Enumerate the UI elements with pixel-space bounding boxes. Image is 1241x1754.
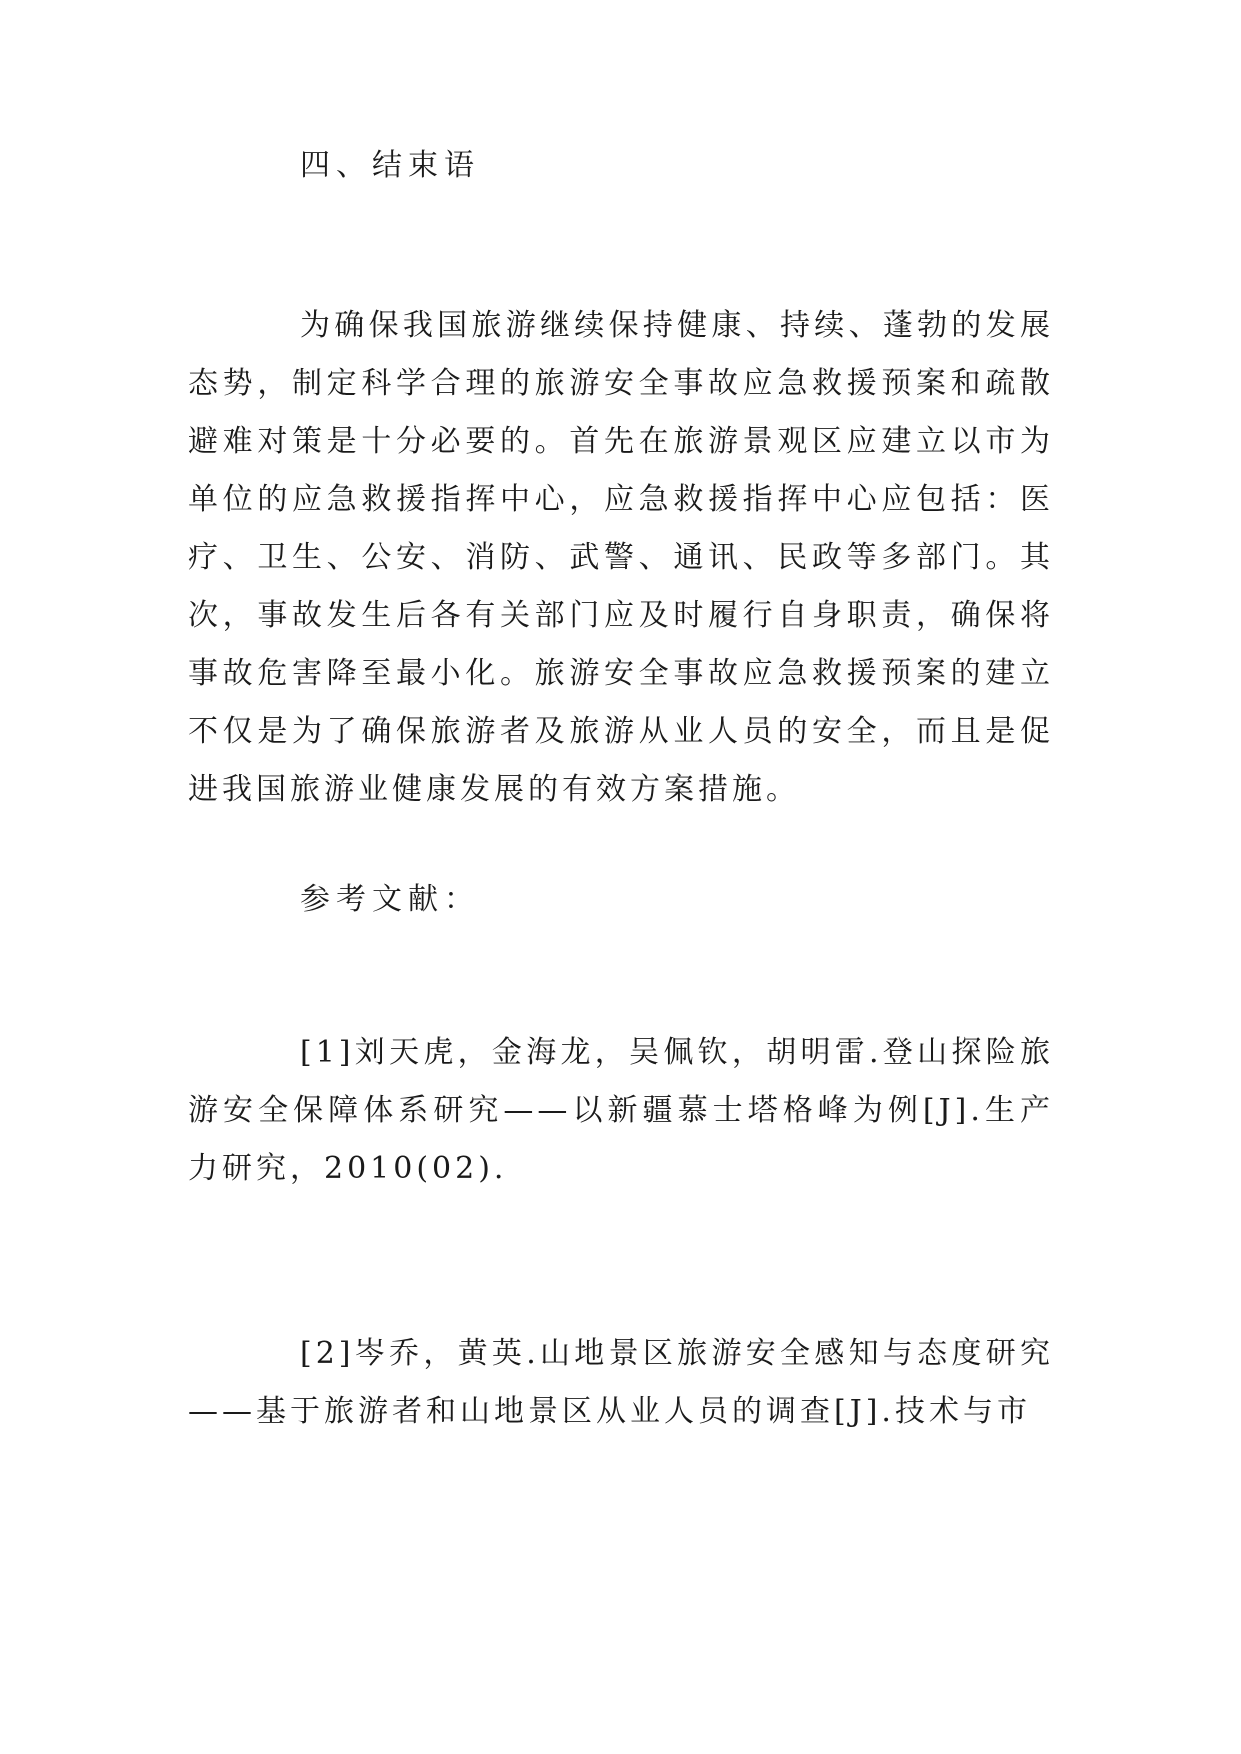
conclusion-paragraph: 为确保我国旅游继续保持健康、持续、蓬勃的发展态势，制定科学合理的旅游安全事故应急救援预案和疏散避难对策是十分必要的。首先在旅游景观区应建立以市为单位的应急救援指挥中心，应急救援指挥中心应包括：医疗、卫生、公安、消防、武警、通讯、民政等多部门。其次，事故发生后各有关部门应及时履行自身职责，确保将事故危害降至最小化。旅游安全事故应急救援预案的建立不仅是为了确保旅游者及旅游从业人员的安全，而且是促进我国旅游业健康发展的有效方案措施。 [188,308,1054,807]
section-heading: 四、结束语 [300,148,480,183]
references-heading: 参考文献： [300,882,480,917]
reference-item-2: [2]岑乔，黄英.山地景区旅游安全感知与态度研究——基于旅游者和山地景区从业人员的调查[J].技术与市 [188,1336,1054,1429]
reference-item-1: [1]刘天虎，金海龙，吴佩钦，胡明雷.登山探险旅游安全保障体系研究——以新疆慕士塔格峰为例[J].生产力研究，2010(02). [188,1035,1054,1186]
